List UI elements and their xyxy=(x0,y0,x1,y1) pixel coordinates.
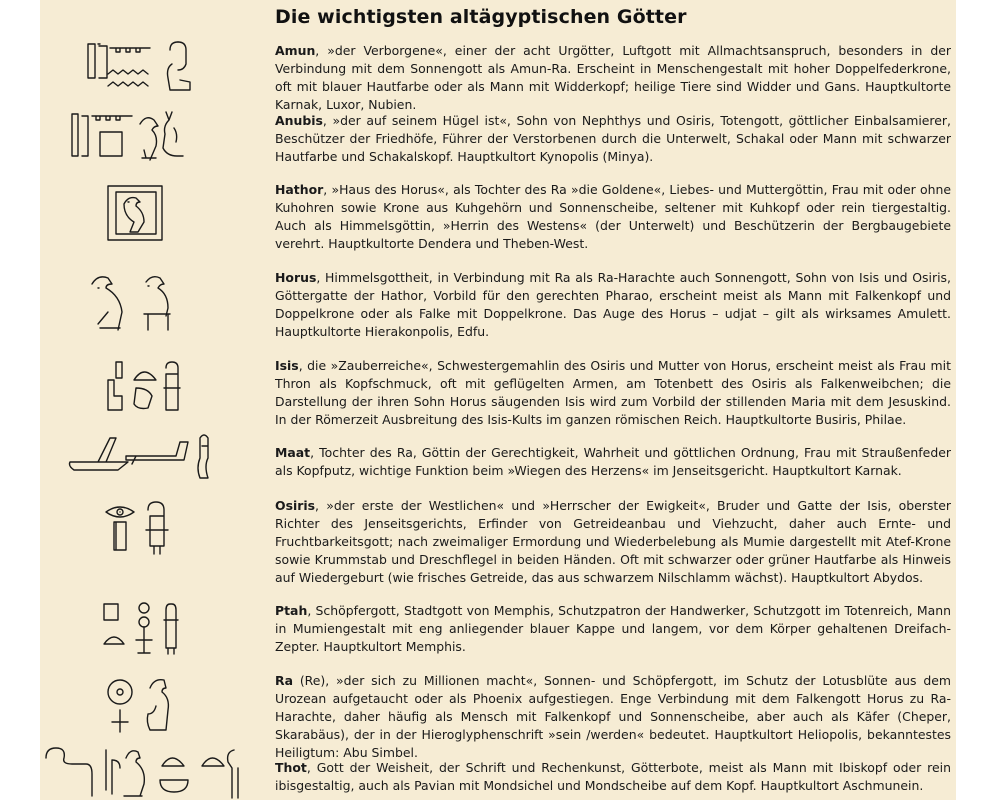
god-description: , »der erste der Westlichen« und »Herrscher der Ewigkeit«, Bruder und Gatte der Isis, oberster Richter des Jenseitsgerichts, Erfinder von Getreideanbau und Viehzucht, daher auch Ernte- und Fruchtbarkeitsgott; nach zweimaliger Ermordung und Wiederbelebung als Mumie dargestellt mit Atef-Krone sowie Krummstab und Dreschflegel in beiden Händen. Oft mit schwarzer oder grüner Hautfarbe als Hinweis auf Wiedergeburt (wie frisches Getreide, das aus schwarzem Nilschlamm wächst). Hauptkultort Abydos. xyxy=(275,498,951,585)
entry-amun xyxy=(275,42,951,114)
god-name: Ra xyxy=(275,673,293,688)
horus-hieroglyph-icon xyxy=(88,272,188,332)
god-name: Thot xyxy=(275,760,307,775)
god-name: Maat xyxy=(275,445,311,460)
page-title: Die wichtigsten altägyptischen Götter xyxy=(275,6,687,28)
entry-anubis xyxy=(275,112,951,166)
god-name: Isis xyxy=(275,358,299,373)
god-name: Horus xyxy=(275,270,317,285)
god-name: Ptah xyxy=(275,603,308,618)
god-description: , Himmelsgottheit, in Verbindung mit Ra als Ra-Harachte auch Sonnengott, Sohn von Isis und Osiris, Göttergatte der Hathor, Vorbild für den gerechten Pharao, erscheint meist als Mann mit Falkenkopf und Doppelkrone oder als Falke mit Doppelkrone. Das Auge des Horus – udjat – gilt als wirksames Amulett. Hauptkultorte Hierakonpolis, Edfu. xyxy=(275,270,951,339)
entry-isis xyxy=(275,357,951,429)
god-description: , Schöpfergott, Stadtgott von Memphis, Schutzpatron der Handwerker, Schutzgott im Totenreich, Mann in Mumiengestalt mit eng anliegender blauer Kappe und langem, vor dem Körper gehaltenen Dreifach-Zepter. Hauptkultort Memphis. xyxy=(275,603,951,654)
entry-horus xyxy=(275,269,951,341)
god-description: (Re), »der sich zu Millionen macht«, Sonnen- und Schöpfergott, im Schutz der Lotusblüte aus dem Urozean aufgetaucht oder als Phoenix aufgestiegen. Enge Verbindung mit dem Falkengott Horus zu Ra-Harachte, daher häufig als Mensch mit Falkenkopf und Sonnenscheibe, aber auch als Käfer (Cheper, Skarabäus), der in der Hieroglyphenschrift »sein /werden« bedeutet. Hauptkultort Heliopolis, bekanntestes Heiligtum: Abu Simbel. xyxy=(275,673,951,760)
entry-ra xyxy=(275,672,951,762)
god-name: Anubis xyxy=(275,113,323,128)
god-description: , die »Zauberreiche«, Schwestergemahlin des Osiris und Mutter von Horus, erscheint meist als Frau mit Thron als Kopfschmuck, oft mit geflügelten Armen, am Totenbett des Osiris als Falkenweibchen; die Darstellung der ihren Sohn Horus säugenden Isis wird zum Vorbild der stillenden Maria mit dem Jesuskind. In der Römerzeit Ausbreitung des Isis-Kults im ganzen römischen Reich. Hauptkultorte Busiris, Philae. xyxy=(275,358,951,427)
entry-thot xyxy=(275,759,951,795)
anubis-hieroglyph-icon xyxy=(70,110,190,166)
god-description: , »Haus des Horus«, als Tochter des Ra »die Goldene«, Liebes- und Muttergöttin, Frau mit oder ohne Kuhohren sowie Krone aus Kuhgehörn und Sonnenscheibe, seltener mit Kuhkopf oder rein tiergestaltig. Auch als Himmelsgöttin, »Herrin des Westens« (der Unterwelt) und Beschützerin der Bergbaugebiete verehrt. Hauptkultorte Dendera und Theben-West. xyxy=(275,182,951,251)
god-name: Amun xyxy=(275,43,316,58)
thot-hieroglyph-icon xyxy=(42,744,242,800)
entry-hathor xyxy=(275,181,951,253)
god-description: , Gott der Weisheit, der Schrift und Rechenkunst, Götterbote, meist als Mann mit Ibiskopf oder rein ibisgestaltig, auch als Pavian mit Mondsichel und Mondscheibe auf dem Kopf. Hauptkultort Aschmunein. xyxy=(275,760,951,793)
entry-ptah xyxy=(275,602,951,656)
entry-osiris xyxy=(275,497,951,587)
god-name: Osiris xyxy=(275,498,316,513)
god-description: , Tochter des Ra, Göttin der Gerechtigkeit, Wahrheit und göttlichen Ordnung, Frau mit Straußenfeder als Kopfputz, wichtige Funktion beim »Wiegen des Herzens« im Jenseitsgericht. Hauptkultort Karnak. xyxy=(275,445,951,478)
isis-hieroglyph-icon xyxy=(104,360,184,414)
hathor-hieroglyph-icon xyxy=(106,184,164,242)
amun-hieroglyph-icon xyxy=(86,40,196,96)
god-description: , »der Verborgene«, einer der acht Urgötter, Luftgott mit Allmachtsanspruch, besonders in der Verbindung mit dem Sonnengott als Amun-Ra. Erscheint in Menschengestalt mit hoher Doppelfederkrone, oft mit blauer Hautfarbe oder als Mann mit Widderkopf; heilige Tiere sind Widder und Gans. Hauptkultorte Karnak, Luxor, Nubien. xyxy=(275,43,951,112)
maat-hieroglyph-icon xyxy=(66,432,216,482)
ptah-hieroglyph-icon xyxy=(100,600,184,656)
god-name: Hathor xyxy=(275,182,324,197)
osiris-hieroglyph-icon xyxy=(102,500,182,556)
ra-hieroglyph-icon xyxy=(104,676,184,734)
entry-maat xyxy=(275,444,951,480)
god-description: , »der auf seinem Hügel ist«, Sohn von Nephthys und Osiris, Totengott, göttlicher Einbalsamierer, Beschützer der Friedhöfe, Führer der Verstorbenen durch die Unterwelt, Schakal oder Mann mit schwarzer Hautfarbe und Schakalskopf. Hauptkultort Kynopolis (Minya). xyxy=(275,113,951,164)
